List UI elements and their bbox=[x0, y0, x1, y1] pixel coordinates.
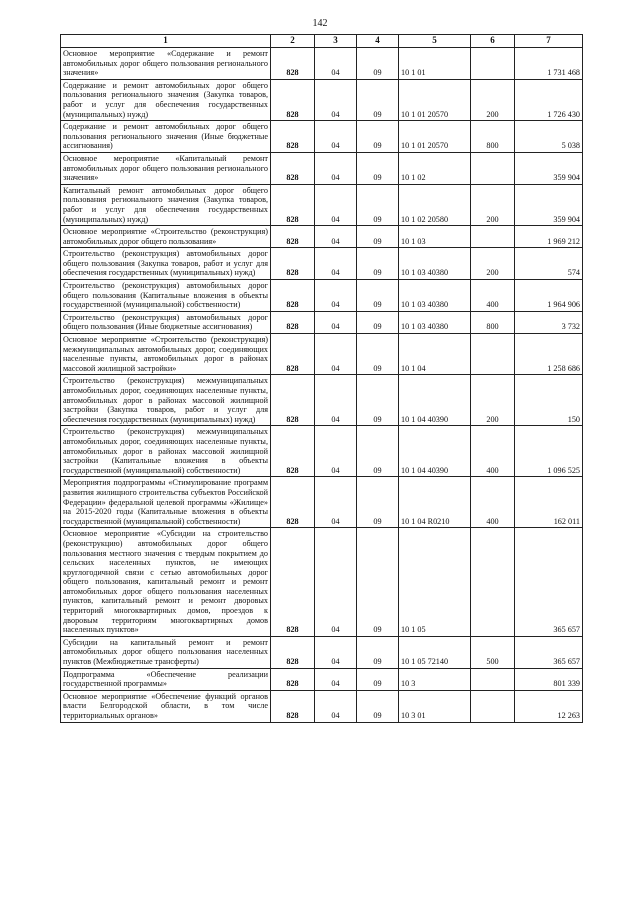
grbs-code: 828 bbox=[271, 690, 315, 722]
target-article-code: 10 1 03 40380 bbox=[399, 248, 471, 280]
grbs-code: 828 bbox=[271, 48, 315, 80]
expense-type-code bbox=[471, 668, 515, 690]
subsection-code: 09 bbox=[357, 375, 399, 426]
target-article-code: 10 1 04 40390 bbox=[399, 426, 471, 477]
table-row bbox=[61, 477, 583, 528]
section-code: 04 bbox=[315, 636, 357, 668]
header-cell: 6 bbox=[471, 35, 515, 48]
header-cell: 3 bbox=[315, 35, 357, 48]
table-row bbox=[61, 152, 583, 184]
grbs-code: 828 bbox=[271, 426, 315, 477]
row-name: Строительство (реконструкция) межмуниципальных автомобильных дорог, соединяющих населенные пункты, автомобильных дорог в районах массовой жилищной застройки (Закупка товаров, работ и услуг для обеспечения государственных (муниципальных) нужд) bbox=[61, 375, 271, 426]
subsection-code: 09 bbox=[357, 334, 399, 375]
grbs-code: 828 bbox=[271, 152, 315, 184]
section-code: 04 bbox=[315, 668, 357, 690]
section-code: 04 bbox=[315, 690, 357, 722]
table-row bbox=[61, 79, 583, 120]
row-name: Основное мероприятие «Субсидии на строительство (реконструкцию) автомобильных дорог общего пользования местного значения с твердым покрытием до сельских населенных пунктов, не имеющих круглогодичной связи с сетью автомобильных дорог общего пользования, капитальный ремонт и ремонт автомобильных дорог общего пользования населенных пунктов, капитальный ремонт и ремонт дворовых территорий многоквартирных домов, проездов к дворовым территориям многоквартирных домов населенных пунктов» bbox=[61, 528, 271, 637]
subsection-code: 09 bbox=[357, 226, 399, 248]
table-row bbox=[61, 690, 583, 722]
section-code: 04 bbox=[315, 477, 357, 528]
table-row bbox=[61, 668, 583, 690]
target-article-code: 10 1 01 bbox=[399, 48, 471, 80]
expense-type-code: 500 bbox=[471, 636, 515, 668]
amount: 150 bbox=[515, 375, 583, 426]
subsection-code: 09 bbox=[357, 121, 399, 153]
subsection-code: 09 bbox=[357, 311, 399, 333]
grbs-code: 828 bbox=[271, 226, 315, 248]
row-name: Строительство (реконструкция) автомобильных дорог общего пользования (Капитальные вложения в объекты государственной (муниципальной) собственности) bbox=[61, 280, 271, 312]
amount: 365 657 bbox=[515, 636, 583, 668]
page-number: 142 bbox=[312, 18, 328, 29]
grbs-code: 828 bbox=[271, 636, 315, 668]
expense-type-code bbox=[471, 48, 515, 80]
subsection-code: 09 bbox=[357, 48, 399, 80]
grbs-code: 828 bbox=[271, 79, 315, 120]
row-name: Основное мероприятие «Содержание и ремонт автомобильных дорог общего пользования регионального значения» bbox=[61, 48, 271, 80]
row-name: Основное мероприятие «Обеспечение функций органов власти Белгородской области, в том числе территориальных органов» bbox=[61, 690, 271, 722]
section-code: 04 bbox=[315, 311, 357, 333]
grbs-code: 828 bbox=[271, 334, 315, 375]
amount: 1 258 686 bbox=[515, 334, 583, 375]
expense-type-code: 200 bbox=[471, 375, 515, 426]
section-code: 04 bbox=[315, 280, 357, 312]
subsection-code: 09 bbox=[357, 477, 399, 528]
target-article-code: 10 1 03 bbox=[399, 226, 471, 248]
row-name: Субсидии на капитальный ремонт и ремонт автомобильных дорог общего пользования населенных пунктов (Межбюджетные трансферты) bbox=[61, 636, 271, 668]
table-row bbox=[61, 121, 583, 153]
table-row bbox=[61, 426, 583, 477]
section-code: 04 bbox=[315, 248, 357, 280]
expense-type-code: 200 bbox=[471, 248, 515, 280]
target-article-code: 10 3 01 bbox=[399, 690, 471, 722]
target-article-code: 10 1 01 20570 bbox=[399, 121, 471, 153]
amount: 1 969 212 bbox=[515, 226, 583, 248]
budget-table bbox=[60, 34, 583, 723]
expense-type-code: 800 bbox=[471, 311, 515, 333]
table-row bbox=[61, 226, 583, 248]
grbs-code: 828 bbox=[271, 121, 315, 153]
amount: 574 bbox=[515, 248, 583, 280]
amount: 5 038 bbox=[515, 121, 583, 153]
header-cell: 4 bbox=[357, 35, 399, 48]
grbs-code: 828 bbox=[271, 528, 315, 637]
grbs-code: 828 bbox=[271, 477, 315, 528]
section-code: 04 bbox=[315, 528, 357, 637]
header-row bbox=[61, 35, 583, 48]
amount: 12 263 bbox=[515, 690, 583, 722]
grbs-code: 828 bbox=[271, 280, 315, 312]
target-article-code: 10 1 05 bbox=[399, 528, 471, 637]
target-article-code: 10 1 05 72140 bbox=[399, 636, 471, 668]
expense-type-code bbox=[471, 334, 515, 375]
header-cell: 1 bbox=[61, 35, 271, 48]
table-row bbox=[61, 636, 583, 668]
header-cell: 2 bbox=[271, 35, 315, 48]
row-name: Подпрограмма «Обеспечение реализации государственной программы» bbox=[61, 668, 271, 690]
expense-type-code: 400 bbox=[471, 280, 515, 312]
target-article-code: 10 1 02 20580 bbox=[399, 184, 471, 225]
amount: 359 904 bbox=[515, 184, 583, 225]
amount: 359 904 bbox=[515, 152, 583, 184]
row-name: Основное мероприятие «Капитальный ремонт автомобильных дорог общего пользования регионального значения» bbox=[61, 152, 271, 184]
row-name: Содержание и ремонт автомобильных дорог общего пользования регионального значения (Иные бюджетные ассигнования) bbox=[61, 121, 271, 153]
target-article-code: 10 1 04 R0210 bbox=[399, 477, 471, 528]
header-cell: 5 bbox=[399, 35, 471, 48]
section-code: 04 bbox=[315, 121, 357, 153]
header-cell: 7 bbox=[515, 35, 583, 48]
expense-type-code: 200 bbox=[471, 79, 515, 120]
expense-type-code: 400 bbox=[471, 426, 515, 477]
expense-type-code bbox=[471, 152, 515, 184]
expense-type-code: 200 bbox=[471, 184, 515, 225]
subsection-code: 09 bbox=[357, 426, 399, 477]
section-code: 04 bbox=[315, 226, 357, 248]
table-row bbox=[61, 48, 583, 80]
row-name: Строительство (реконструкция) автомобильных дорог общего пользования (Закупка товаров, работ и услуг для обеспечения государственных (муниципальных) нужд) bbox=[61, 248, 271, 280]
section-code: 04 bbox=[315, 48, 357, 80]
row-name: Строительство (реконструкция) межмуниципальных автомобильных дорог, соединяющих населенные пункты, автомобильных дорог в районах массовой жилищной застройки (Капитальные вложения в объекты государственной (муниципальной) собственности) bbox=[61, 426, 271, 477]
expense-type-code bbox=[471, 690, 515, 722]
target-article-code: 10 1 01 20570 bbox=[399, 79, 471, 120]
section-code: 04 bbox=[315, 426, 357, 477]
subsection-code: 09 bbox=[357, 184, 399, 225]
subsection-code: 09 bbox=[357, 152, 399, 184]
grbs-code: 828 bbox=[271, 668, 315, 690]
section-code: 04 bbox=[315, 375, 357, 426]
amount: 1 726 430 bbox=[515, 79, 583, 120]
row-name: Основное мероприятие «Строительство (реконструкция) автомобильных дорог общего пользования» bbox=[61, 226, 271, 248]
subsection-code: 09 bbox=[357, 668, 399, 690]
subsection-code: 09 bbox=[357, 248, 399, 280]
grbs-code: 828 bbox=[271, 184, 315, 225]
table-row bbox=[61, 280, 583, 312]
table-row bbox=[61, 184, 583, 225]
subsection-code: 09 bbox=[357, 636, 399, 668]
row-name: Основное мероприятие «Строительство (реконструкция) межмуниципальных автомобильных дорог, соединяющих населенные пункты, автомобильных дорог в районах массовой жилищной застройки» bbox=[61, 334, 271, 375]
section-code: 04 bbox=[315, 184, 357, 225]
target-article-code: 10 1 02 bbox=[399, 152, 471, 184]
amount: 162 011 bbox=[515, 477, 583, 528]
amount: 1 731 468 bbox=[515, 48, 583, 80]
target-article-code: 10 1 04 40390 bbox=[399, 375, 471, 426]
expense-type-code: 800 bbox=[471, 121, 515, 153]
table-row bbox=[61, 248, 583, 280]
expense-type-code bbox=[471, 226, 515, 248]
table-row bbox=[61, 375, 583, 426]
amount: 801 339 bbox=[515, 668, 583, 690]
subsection-code: 09 bbox=[357, 528, 399, 637]
expense-type-code bbox=[471, 528, 515, 637]
section-code: 04 bbox=[315, 334, 357, 375]
expense-type-code: 400 bbox=[471, 477, 515, 528]
target-article-code: 10 1 03 40380 bbox=[399, 311, 471, 333]
amount: 365 657 bbox=[515, 528, 583, 637]
target-article-code: 10 1 03 40380 bbox=[399, 280, 471, 312]
row-name: Содержание и ремонт автомобильных дорог общего пользования регионального значения (Закупка товаров, работ и услуг для обеспечения государственных (муниципальных) нужд) bbox=[61, 79, 271, 120]
target-article-code: 10 1 04 bbox=[399, 334, 471, 375]
grbs-code: 828 bbox=[271, 375, 315, 426]
amount: 1 096 525 bbox=[515, 426, 583, 477]
table-row bbox=[61, 334, 583, 375]
target-article-code: 10 3 bbox=[399, 668, 471, 690]
section-code: 04 bbox=[315, 152, 357, 184]
subsection-code: 09 bbox=[357, 280, 399, 312]
grbs-code: 828 bbox=[271, 311, 315, 333]
table-row bbox=[61, 311, 583, 333]
row-name: Мероприятия подпрограммы «Стимулирование программ развития жилищного строительства субъектов Российской Федерации» федеральной целевой программы «Жилище» на 2015-2020 годы (Капитальные вложения в объекты государственной (муниципальной) собственности) bbox=[61, 477, 271, 528]
section-code: 04 bbox=[315, 79, 357, 120]
amount: 1 964 906 bbox=[515, 280, 583, 312]
amount: 3 732 bbox=[515, 311, 583, 333]
subsection-code: 09 bbox=[357, 79, 399, 120]
row-name: Строительство (реконструкция) автомобильных дорог общего пользования (Иные бюджетные ассигнования) bbox=[61, 311, 271, 333]
subsection-code: 09 bbox=[357, 690, 399, 722]
table-row bbox=[61, 528, 583, 637]
row-name: Капитальный ремонт автомобильных дорог общего пользования регионального значения (Закупка товаров, работ и услуг для обеспечения государственных (муниципальных) нужд) bbox=[61, 184, 271, 225]
grbs-code: 828 bbox=[271, 248, 315, 280]
